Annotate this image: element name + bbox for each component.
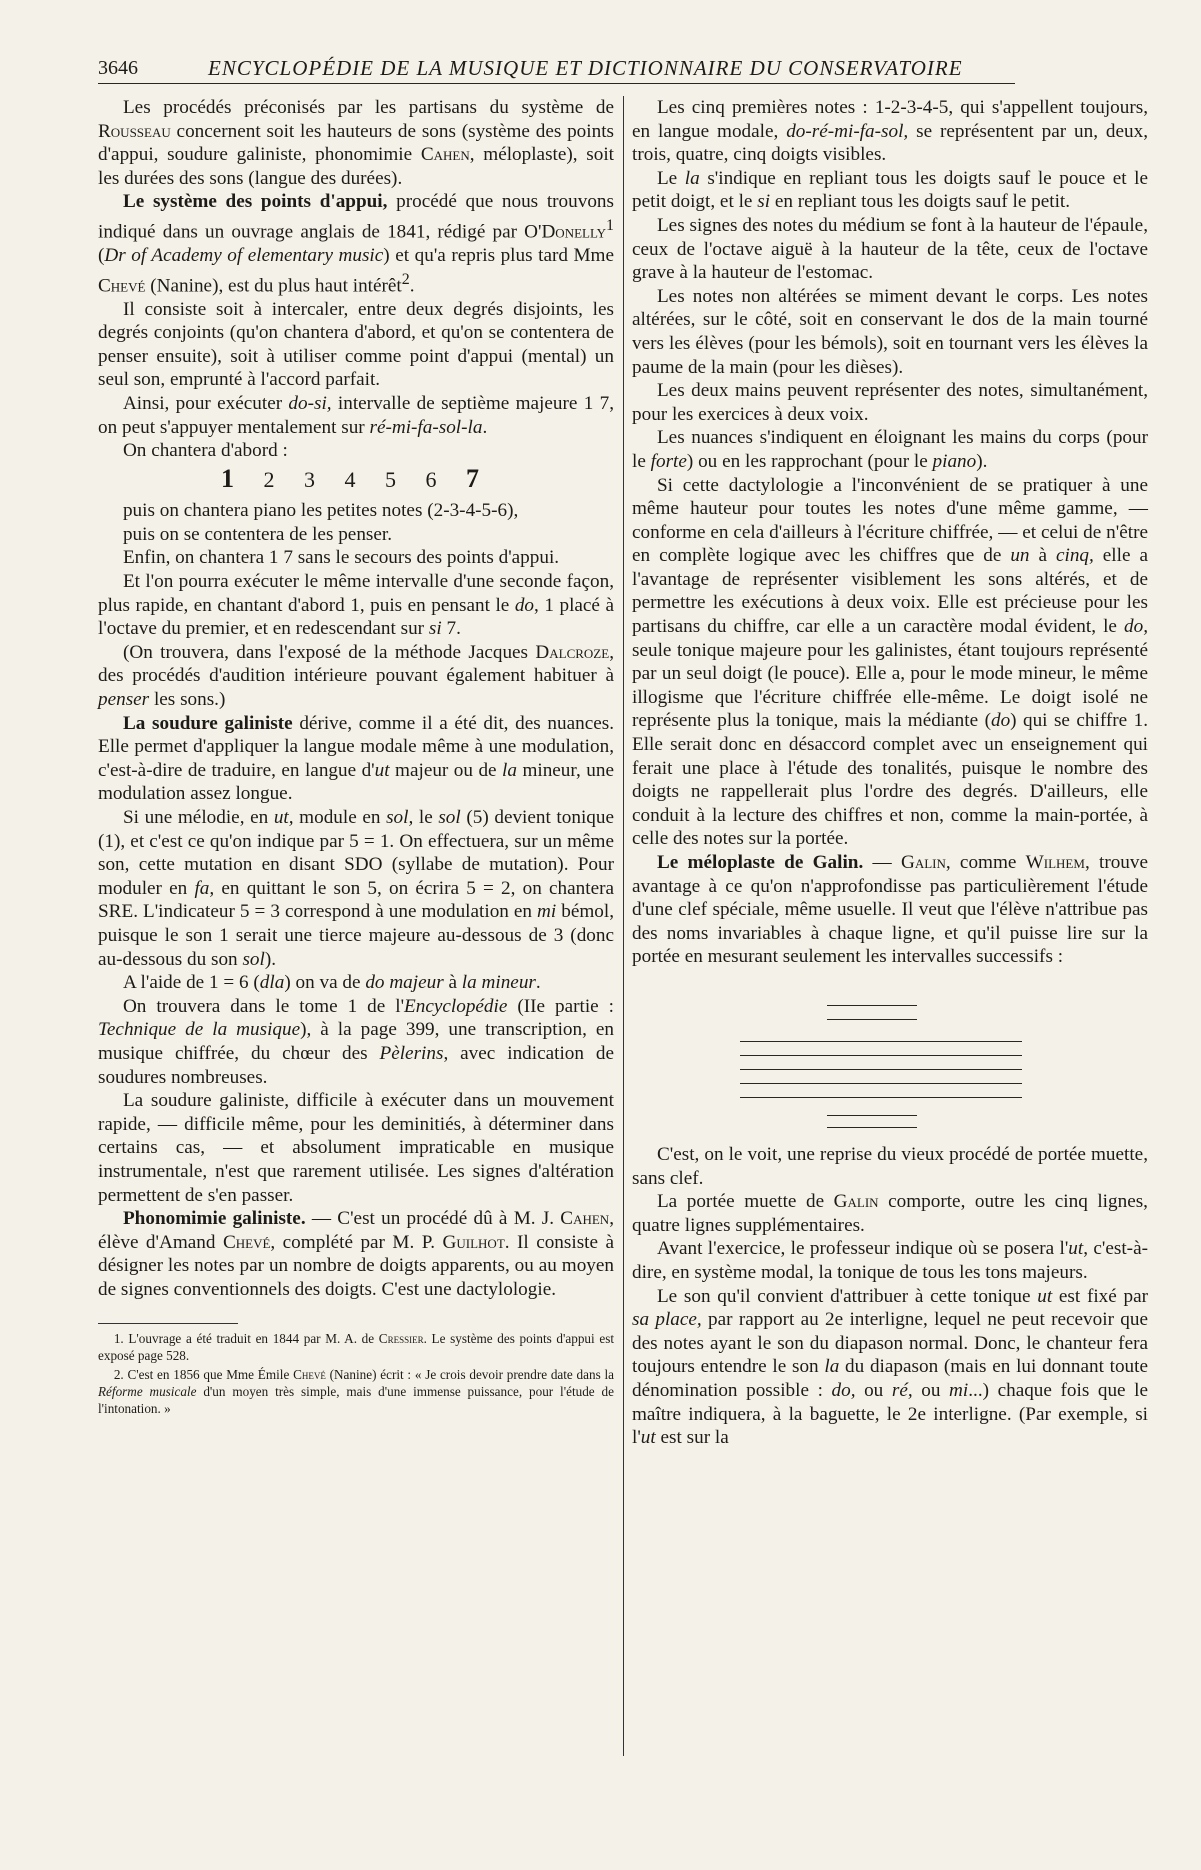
staff-line [740,1055,1022,1056]
paragraph: Si une mélodie, en ut, module en sol, le sol (5) devient tonique (1), et c'est ce qu'on indique par 5 = 1. On effectuera, sur un même son, cette mutation en disant SDO (syllabe de mutation). Pour moduler en fa, en quittant le son 5, on écrira 5 = 2, on chantera SRE. L'indicateur 5 = 3 correspond à une modulation en mi bémol, puisque le son 1 serait une tierce majeure au-dessous de 3 (donc au-dessous du son sol). [98,807,614,970]
left-column [98,96,614,1417]
ledger-line [827,1019,917,1020]
ledger-line [827,1005,917,1006]
mute-staff-figure [632,1001,1148,1129]
staff-line [740,1041,1022,1042]
paragraph: La portée muette de Galin comporte, outre les cinq lignes, quatre lignes supplémentaires. [632,1191,1148,1236]
footnote-1: 1. L'ouvrage a été traduit en 1844 par M. A. de Cressier. Le système des points d'appui est exposé page 528. [98,1331,614,1364]
paragraph: Les cinq premières notes : 1-2-3-4-5, qui s'appellent toujours, en langue modale, do-ré-mi-fa-sol, se représentent par un, deux, trois, quatre, cinq doigts visibles. [632,97,1148,166]
staff-line [740,1097,1022,1098]
number-scale: 1 2 3 4 5 6 7 [221,463,491,493]
paragraph: Les notes non altérées se miment devant le corps. Les notes altérées, sur le côté, soit en conservant le dos de la main tourné vers les élèves (pour les bémols), soit en tournant vers les élèves la paume de la main (pour les dièses). [632,285,1148,378]
running-title: ENCYCLOPÉDIE DE LA MUSIQUE ET DICTIONNAIRE DU CONSERVATOIRE [208,56,963,80]
paragraph: On trouvera dans le tome 1 de l'Encyclopédie (IIe partie : Technique de la musique), à la page 399, une transcription, en musique chiffrée, du chœur des Pèlerins, avec indication de soudures nombreuses. [98,995,615,1088]
paragraph-points-appui: Le système des points d'appui, procédé que nous trouvons indiqué dans un ouvrage anglais de 1841, rédigé par O'Donelly$^1$ (Dr of Academy of elementary music) et qu'a repris plus tard Mme Chevé (Nanine), est du plus haut intérêt$^2$. [98,191,614,296]
paragraph-soudure: La soudure galiniste dérive, comme il a été dit, des nuances. Elle permet d'appliquer la langue modale même à une modulation, c'est-à-dire de traduire, en langue d'ut majeur ou de la mineur, une modulation assez longue. [98,712,614,805]
paragraph: Les procédés préconisés par les partisans du système de Rousseau concernent soit les hauteurs de sons (système des points d'appui, soudure galiniste, phonomimie Cahen, méloplaste), soit les durées des sons (langue des durées). [98,97,615,189]
paragraph: Enfin, on chantera 1 7 sans le secours des points d'appui. [122,547,560,569]
ledger-line [827,1115,917,1116]
right-column [632,96,1148,1450]
footnote-2: 2. C'est en 1856 que Mme Émile Chevé (Nanine) écrit : « Je crois devoir prendre date dans la Réforme musicale d'un moyen très simple, mais d'une immense puissance, pour l'étude de l'intonation. » [98,1367,614,1417]
paragraph: La soudure galiniste, difficile à exécuter dans un mouvement rapide, — difficile même, pour les deminitiés, à déterminer dans certains cas, — et absolument impraticable en musique instrumentale, n'est que rarement utilisée. Les signes d'altération permettent de s'en passer. [98,1090,614,1206]
paragraph: A l'aide de 1 = 6 (dla) on va de do majeur à la mineur. [122,972,541,994]
paragraph: On chantera d'abord : [122,440,288,462]
paragraph: Le la s'indique en repliant tous les doigts sauf le pouce et le petit doigt, et le si en repliant tous les doigts sauf le petit. [632,167,1148,213]
paragraph: Il consiste soit à intercaler, entre deux degrés disjoints, les degrés conjoints (qu'on chantera d'abord, et qu'on se contentera de penser ensuite), soit à utiliser comme point d'appui (mental) un seul son, emprunté à l'accord parfait. [98,298,614,391]
paragraph: Si cette dactylologie a l'inconvénient de se pratiquer à une même hauteur pour toutes les notes d'une même gamme, — conforme en cela d'ailleurs à l'écriture chiffrée, — et celui de n'être en complète logique avec les chiffres que de un à cinq, elle a l'avantage de représenter visiblement les sons altérés, et de permettre les exécutions à deux voix. Elle est précieuse pour les partisans du chiffre, car elle a un caractère modal évident, le do, seule tonique majeure pour les galinistes, étant toujours représenté par un seul doigt (le pouce). Elle a, pour le mode mineur, le même illogisme que l'écriture chiffrée elle-même. Le doigt isolé ne représente plus la tonique, mais la médiante (do) qui se chiffre 1. Elle serait donc en désaccord complet avec un enseignement qui ferait une place à l'étude des tonalités, puisque le nombre des doigts ne rappellerait plus l'ordre des degrés. D'ailleurs, elle conduit à la lecture des chiffres et non, comme la main-portée, à celle des notes sur la portée. [632,474,1149,850]
paragraph: C'est, on le voit, une reprise du vieux procédé de portée muette, sans clef. [632,1143,1148,1189]
page-header [98,57,1015,84]
page-number: 3646 [98,57,138,79]
paragraph: (On trouvera, dans l'exposé de la méthode Jacques Dalcroze, des procédés d'audition intérieure pouvant également habituer à penser les sons.) [98,641,614,711]
staff-line [740,1069,1022,1070]
paragraph: Les deux mains peuvent représenter des notes, simultanément, pour les exercices à deux voix. [632,380,1148,425]
paragraph: Les signes des notes du médium se font à la hauteur de l'épaule, ceux de l'octave aiguë à la hauteur de la tête, ceux de l'octave grave à la hauteur de l'estomac. [632,214,1148,284]
paragraph: puis on se contentera de les penser. [122,523,393,545]
paragraph: Ainsi, pour exécuter do-si, intervalle de septième majeure 1 7, on peut s'appuyer mentalement sur ré-mi-fa-sol-la. [98,392,614,438]
paragraph: puis on chantera piano les petites notes (2-3-4-5-6), [122,500,519,522]
paragraph-meloplaste: Le méloplaste de Galin. — Galin, comme Wilhem, trouve avantage à ce qu'on n'approfondisse pas particulièrement l'étude d'une clef spéciale, même usuelle. Il veut que l'élève n'attribue pas des noms invariables à chaque ligne, et qu'il puisse lire sur la portée en mesurant seulement les intervalles successifs : [632,852,1149,968]
footnote-rule [98,1323,238,1324]
paragraph-phonomimie: Phonomimie galiniste. — C'est un procédé dû à M. J. Cahen, élève d'Amand Chevé, complété par M. P. Guilhot. Il consiste à désigner les notes par un nombre de doigts apparents, ou au moyen de signes conventionnels des doigts. C'est une dactylologie. [98,1208,614,1300]
paragraph: Et l'on pourra exécuter le même intervalle d'une seconde façon, plus rapide, en chantant d'abord 1, puis en pensant le do, 1 placé à l'octave du premier, et en redescendant sur si 7. [98,571,614,640]
paragraph: Les nuances s'indiquent en éloignant les mains du corps (pour le forte) ou en les rapprochant (pour le piano). [632,427,1148,472]
staff-line [740,1083,1022,1084]
column-divider [623,96,624,1756]
paragraph: Le son qu'il convient d'attribuer à cette tonique ut est fixé par sa place, par rapport au 2e interligne, lequel ne peut recevoir que des notes ayant le son du diapason normal. Donc, le chanteur fera toujours entendre le son la du diapason (mais en lui donnant toute dénomination possible : do, ou ré, ou mi...) chaque fois que le maître indiquera, à la baguette, le 2e interligne. (Par exemple, si l'ut est sur la [632,1285,1149,1449]
paragraph: Avant l'exercice, le professeur indique où se posera l'ut, c'est-à-dire, en système modal, la tonique de tous les tons majeurs. [632,1238,1148,1283]
ledger-line [827,1127,917,1128]
